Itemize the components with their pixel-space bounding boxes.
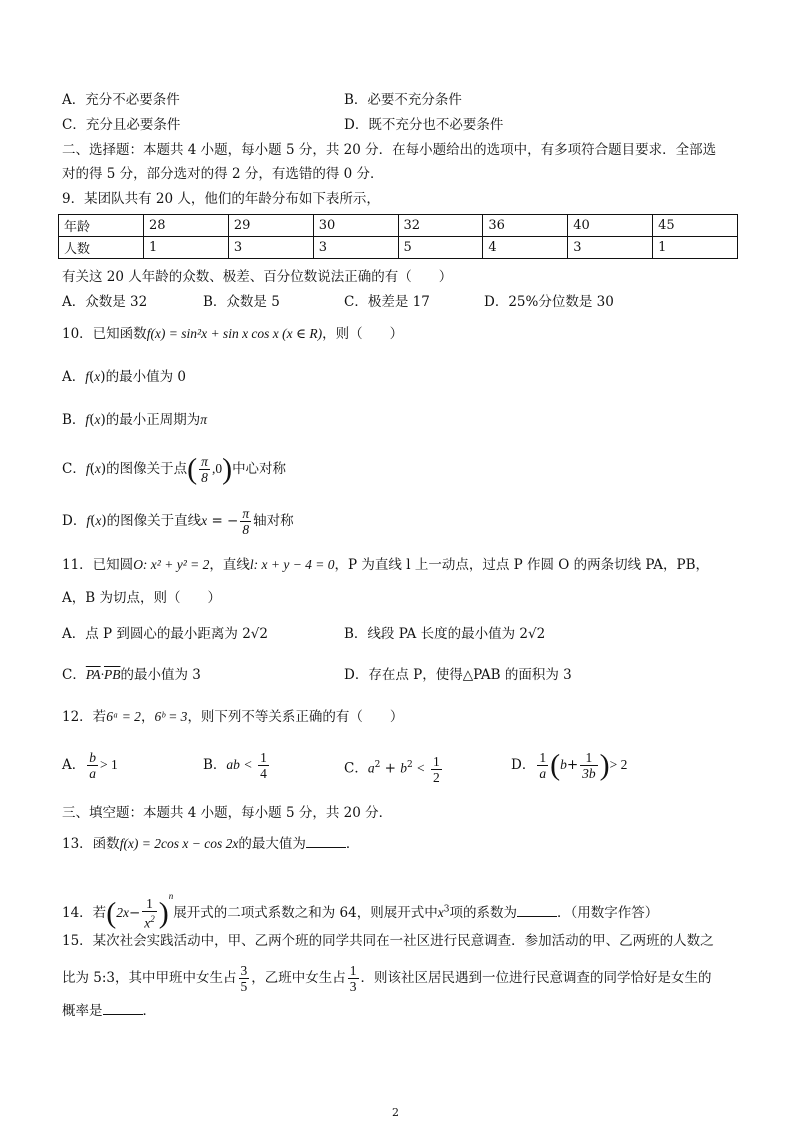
age-cell: 40 [568, 215, 653, 237]
count-cell: 1 [653, 237, 738, 259]
q12-stem: 12．若6ᵃ = 2，6ᵇ = 3，则下列不等关系正确的有（ ） [62, 709, 404, 725]
count-cell: 3 [568, 237, 653, 259]
q10-stem [62, 325, 403, 343]
age-cell: 36 [483, 215, 568, 237]
q11-option-b: B．线段 PA 长度的最小值为 2√2 [344, 626, 546, 642]
q11-rest: ，P 为直线 l 上一动点，过点 P 作圆 O 的两条切线 PA，PB， [334, 557, 710, 573]
count-cell: 4 [483, 237, 568, 259]
q15-line3-text: 概率是 [62, 1003, 103, 1019]
count-row [59, 237, 738, 259]
q12-suffix: ，则下列不等关系正确的有（ ） [187, 709, 404, 725]
q12-cond2: 6ᵇ = 3 [154, 709, 188, 724]
count-cell: 1 [144, 237, 229, 259]
q9-option-c: C．极差是 17 [344, 294, 430, 310]
q9-option-d: D．25%分位数是 30 [484, 294, 614, 310]
section2-line1: 二、选择题：本题共 4 小题，每小题 5 分，共 20 分．在每小题给出的选项中，有多项符合题目要求．全部选 [62, 142, 717, 158]
q11-c-text: 的最小值为 3 [120, 667, 201, 683]
section2-line2: 对的得 5 分，部分选对的得 2 分，有选错的得 0 分． [62, 166, 384, 182]
answer-blank[interactable] [306, 835, 346, 848]
q11-option-d: D．存在点 P，使得△PAB 的面积为 3 [344, 667, 572, 683]
q11-option-a: A．点 P 到圆心的最小距离为 2√2 [62, 626, 268, 642]
q10-option-d: D．f(x)的图像关于直线x = − $\frac{\pi}{8}$ 轴对称 [62, 506, 294, 537]
answer-blank[interactable] [103, 1002, 143, 1015]
q12-option-b: B．ab < $\frac{1}{4}$ [203, 750, 267, 781]
q14-prefix: 14．若 [62, 905, 107, 921]
q10-option-b: B．f(x)的最小正周期为π [62, 412, 208, 428]
q10-suffix: ，则（ ） [322, 326, 404, 342]
page-number: 2 [392, 1106, 399, 1119]
q11-circle: O: x² + y² = 2 [133, 557, 210, 572]
q8-option-c: C．充分且必要条件 [62, 117, 181, 133]
q9-option-b: B．众数是 5 [203, 294, 280, 310]
q8-option-d: D．既不充分也不必要条件 [344, 117, 504, 133]
q14: 14．若(2x− $\frac{1}{x^2}$ )$^n$展开式的二项式系数之和为 64，则展开式中$x^3$项的系数为 ．（用数字作答） [62, 891, 659, 931]
age-cell: 32 [398, 215, 483, 237]
q8-option-a: A．充分不必要条件 [62, 92, 180, 108]
q11-line1 [62, 556, 709, 574]
q11-prefix: 11．已知圆 [62, 557, 134, 573]
age-cell: 30 [313, 215, 398, 237]
count-row-label: 人数 [59, 237, 144, 259]
q9-option-a: A．众数是 32 [62, 294, 148, 310]
q11-option-c: C．$\overline{PA}\cdot\overline{PB}$的最小值为 3 [62, 667, 201, 683]
q15-line2-c: ．则该社区居民遇到一位进行民意调查的同学恰好是女生的 [360, 970, 712, 986]
age-cell: 29 [228, 215, 313, 237]
q12-option-d: D． $\frac{1}{a}$ (b+ $\frac{1}{3b}$ )> 2 [511, 748, 628, 782]
q10-a-text: 的最小值为 0 [105, 369, 186, 385]
q15-line3: 概率是 ． [62, 1003, 156, 1019]
q12-option-c: C．$a^2 + b^2$ < $\frac{1}{2}$ [344, 753, 440, 785]
count-cell: 3 [313, 237, 398, 259]
count-cell: 5 [398, 237, 483, 259]
age-cell: 28 [144, 215, 229, 237]
section3-title: 三、填空题：本题共 4 小题，每小题 5 分，共 20 分． [62, 805, 393, 821]
age-row-label: 年龄 [59, 215, 144, 237]
age-table [58, 214, 738, 259]
q14-suffix: 项的系数为 [449, 905, 517, 921]
q11-line2: A，B 为切点，则（ ） [62, 590, 221, 606]
q11-mid: ，直线 [209, 557, 250, 573]
q10-option-a: A．f(x)的最小值为 0 [62, 369, 186, 385]
q10-option-c: C．f(x)的图像关于点( $\frac{\pi}{8}$ ,0)中心对称 [62, 452, 287, 486]
q10-d-text2: 轴对称 [253, 513, 294, 529]
age-row [59, 215, 738, 237]
q10-b-text: 的最小正周期为 [105, 412, 201, 428]
q12-cond1: 6ᵃ = 2 [106, 709, 141, 724]
q10-prefix: 10．已知函数 [62, 326, 147, 342]
q13-suffix: 的最大值为 [238, 836, 306, 852]
q12-option-a: A． $\frac{b}{a}$ > 1 [62, 750, 118, 781]
q10-formula: f(x) = sin²x + sin x cos x (x ∈ R) [146, 326, 323, 341]
answer-blank[interactable] [517, 904, 557, 917]
q14-mid: 展开式的二项式系数之和为 64，则展开式中 [173, 905, 438, 921]
q15-line2-a: 比为 5:3，其中甲班中女生占 [62, 970, 237, 986]
q10-c-text2: 中心对称 [232, 461, 287, 477]
q9-question: 有关这 20 人年龄的众数、极差、百分位数说法正确的有（ ） [62, 269, 453, 285]
count-cell: 3 [228, 237, 313, 259]
q13-prefix: 13．函数 [62, 836, 120, 852]
q15-line2-b: ，乙班中女生占 [251, 970, 346, 986]
q9-stem: 9．某团队共有 20 人，他们的年龄分布如下表所示， [62, 191, 380, 207]
q10-c-text1: 的图像关于点 [106, 461, 188, 477]
q15-line1: 15．某次社会实践活动中，甲、乙两个班的同学共同在一社区进行民意调查．参加活动的甲、乙两班的人数之 [62, 933, 714, 949]
q8-option-b: B．必要不充分条件 [344, 92, 462, 108]
q11-line-eq: l: x + y − 4 = 0 [249, 557, 335, 572]
q13-formula: f(x) = 2cos x − cos 2x [119, 836, 239, 851]
age-cell: 45 [653, 215, 738, 237]
q12-prefix: 12．若 [62, 709, 107, 725]
q10-d-text1: 的图像关于直线 [106, 513, 202, 529]
q15-line2: 比为 5:3，其中甲班中女生占 $\frac{3}{5}$ ，乙班中女生占 $\frac{1}{3}$ ．则该社区居民遇到一位进行民意调查的同学恰好是女生的 [62, 963, 712, 994]
q13: 13．函数f(x) = 2cos x − cos 2x的最大值为 ． [62, 836, 360, 852]
q14-note: ．（用数字作答） [556, 905, 659, 921]
